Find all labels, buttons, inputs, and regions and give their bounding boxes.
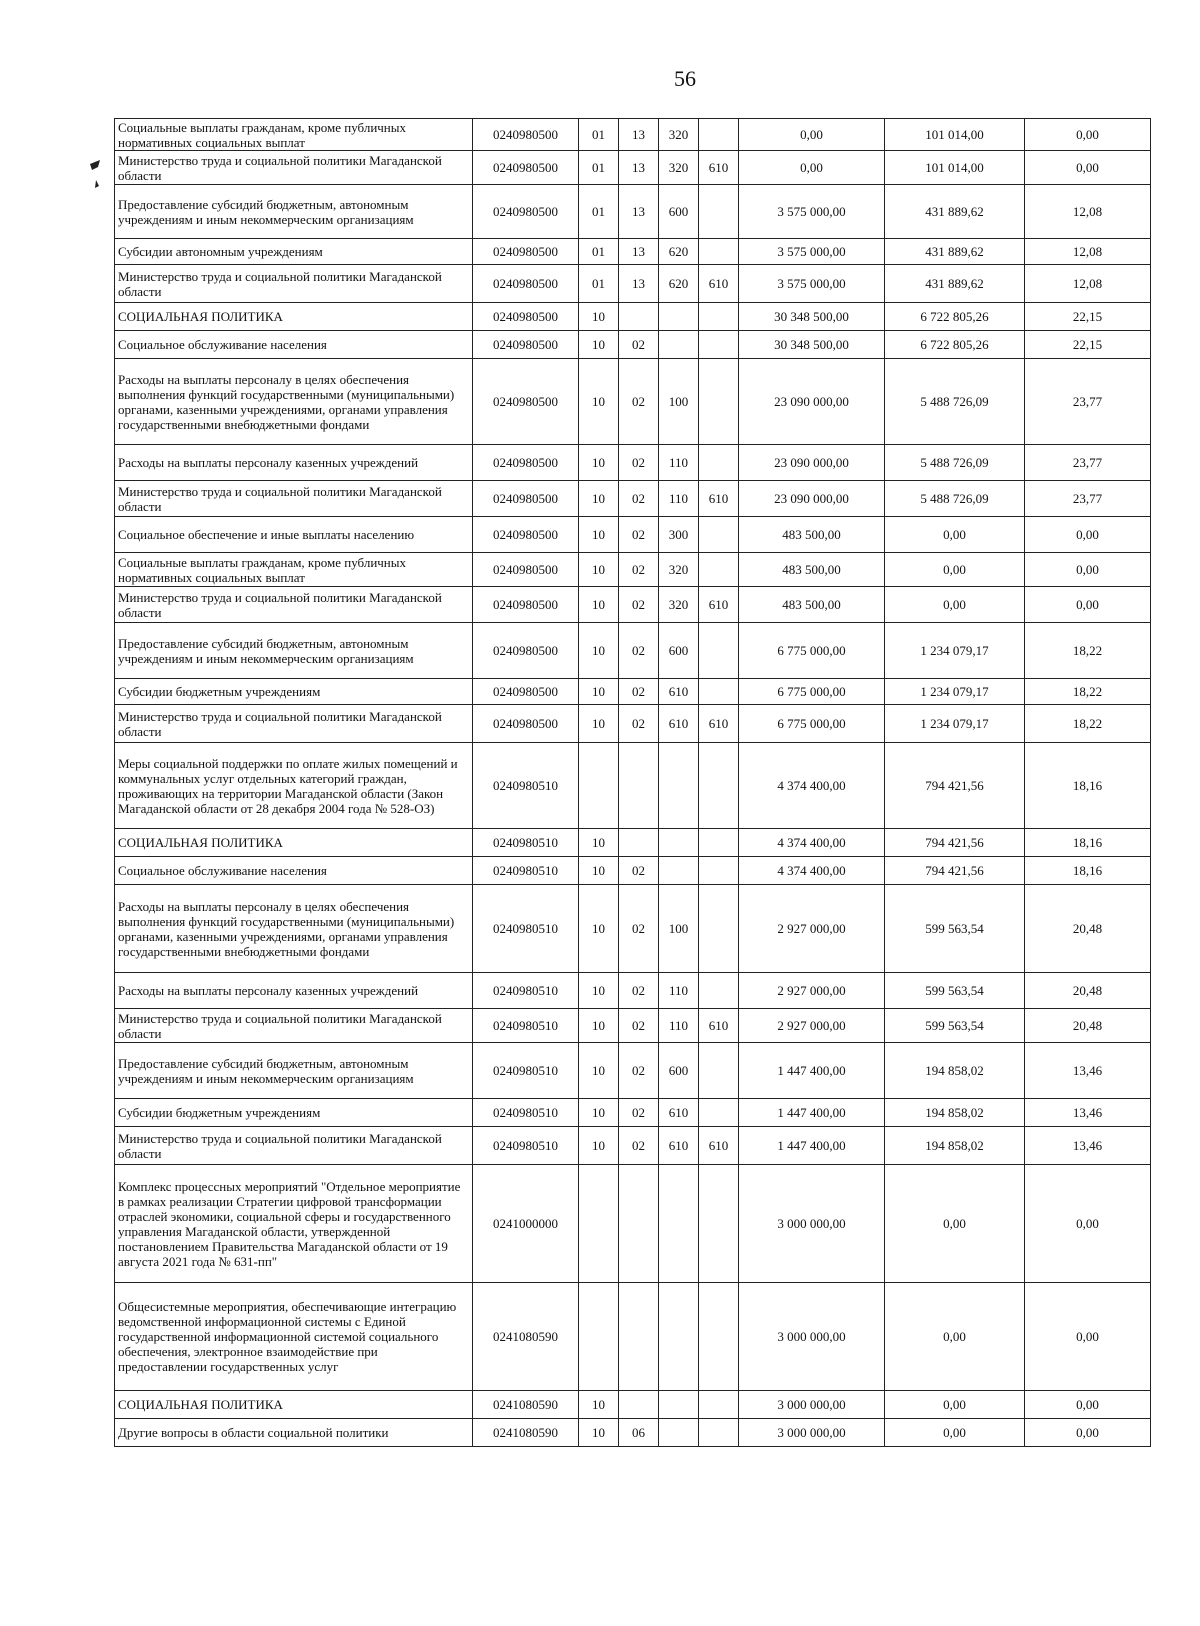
administrator-cell	[699, 303, 739, 331]
administrator-cell	[699, 829, 739, 857]
table-row	[115, 1165, 1151, 1283]
planned-amount-cell: 23 090 000,00	[739, 481, 885, 517]
administrator-cell: 610	[699, 1009, 739, 1043]
administrator-cell	[699, 679, 739, 705]
planned-amount-cell: 2 927 000,00	[739, 973, 885, 1009]
planned-amount-cell: 6 775 000,00	[739, 705, 885, 743]
target-article-cell: 0241080590	[473, 1419, 579, 1447]
subsection-cell: 02	[619, 553, 659, 587]
expense-type-cell: 600	[659, 185, 699, 239]
subsection-cell: 13	[619, 239, 659, 265]
executed-amount-cell: 0,00	[885, 587, 1025, 623]
expense-type-cell	[659, 1283, 699, 1391]
executed-amount-cell: 431 889,62	[885, 265, 1025, 303]
row-name-cell: Социальное обслуживание населения	[115, 331, 473, 359]
section-cell: 10	[579, 331, 619, 359]
planned-amount-cell: 3 000 000,00	[739, 1283, 885, 1391]
administrator-cell	[699, 553, 739, 587]
target-article-cell: 0240980510	[473, 973, 579, 1009]
executed-amount-cell: 0,00	[885, 1165, 1025, 1283]
execution-percent-cell: 0,00	[1025, 1283, 1151, 1391]
expense-type-cell: 320	[659, 119, 699, 151]
subsection-cell: 02	[619, 1099, 659, 1127]
administrator-cell	[699, 623, 739, 679]
administrator-cell	[699, 743, 739, 829]
planned-amount-cell: 6 775 000,00	[739, 679, 885, 705]
section-cell	[579, 1165, 619, 1283]
execution-percent-cell: 23,77	[1025, 359, 1151, 445]
planned-amount-cell: 4 374 400,00	[739, 829, 885, 857]
row-name-cell: Общесистемные мероприятия, обеспечивающие интеграцию ведомственной информационной системы с Единой государственной информационной системой социального обеспечения, электронное взаимодействие при предоставлении государственных услуг	[115, 1283, 473, 1391]
section-cell: 10	[579, 1043, 619, 1099]
target-article-cell: 0240980500	[473, 587, 579, 623]
planned-amount-cell: 30 348 500,00	[739, 303, 885, 331]
target-article-cell: 0240980500	[473, 553, 579, 587]
executed-amount-cell: 1 234 079,17	[885, 679, 1025, 705]
subsection-cell: 13	[619, 151, 659, 185]
planned-amount-cell: 3 575 000,00	[739, 185, 885, 239]
table-row	[115, 705, 1151, 743]
execution-percent-cell: 0,00	[1025, 1419, 1151, 1447]
row-name-cell: Расходы на выплаты персоналу в целях обеспечения выполнения функций государственными (муниципальными) органами, казенными учреждениями, органами управления государственными внебюджетными фондами	[115, 359, 473, 445]
expense-type-cell: 610	[659, 1099, 699, 1127]
table-row	[115, 885, 1151, 973]
section-cell: 10	[579, 445, 619, 481]
executed-amount-cell: 794 421,56	[885, 743, 1025, 829]
executed-amount-cell: 5 488 726,09	[885, 481, 1025, 517]
section-cell: 10	[579, 359, 619, 445]
expense-type-cell: 110	[659, 445, 699, 481]
expense-type-cell	[659, 829, 699, 857]
section-cell: 10	[579, 303, 619, 331]
target-article-cell: 0240980500	[473, 239, 579, 265]
planned-amount-cell: 4 374 400,00	[739, 743, 885, 829]
section-cell: 10	[579, 1009, 619, 1043]
section-cell: 10	[579, 829, 619, 857]
row-name-cell: Комплекс процессных мероприятий "Отдельное мероприятие в рамках реализации Стратегии цифровой трансформации отраслей экономики, социальной сферы и государственного управления Магаданской области, утвержденной постановлением Правительства Магаданской области от 19 августа 2021 года № 631-пп"	[115, 1165, 473, 1283]
expense-type-cell: 100	[659, 885, 699, 973]
subsection-cell: 02	[619, 885, 659, 973]
planned-amount-cell: 30 348 500,00	[739, 331, 885, 359]
planned-amount-cell: 23 090 000,00	[739, 445, 885, 481]
expense-type-cell: 600	[659, 623, 699, 679]
row-name-cell: Министерство труда и социальной политики Магаданской области	[115, 481, 473, 517]
section-cell: 10	[579, 973, 619, 1009]
row-name-cell: Субсидии бюджетным учреждениям	[115, 1099, 473, 1127]
expense-type-cell	[659, 857, 699, 885]
target-article-cell: 0240980510	[473, 829, 579, 857]
table-row	[115, 303, 1151, 331]
planned-amount-cell: 2 927 000,00	[739, 1009, 885, 1043]
administrator-cell	[699, 445, 739, 481]
planned-amount-cell: 3 000 000,00	[739, 1165, 885, 1283]
executed-amount-cell: 101 014,00	[885, 119, 1025, 151]
execution-percent-cell: 18,16	[1025, 829, 1151, 857]
subsection-cell: 13	[619, 119, 659, 151]
executed-amount-cell: 0,00	[885, 553, 1025, 587]
planned-amount-cell: 1 447 400,00	[739, 1043, 885, 1099]
planned-amount-cell: 3 575 000,00	[739, 265, 885, 303]
target-article-cell: 0240980500	[473, 445, 579, 481]
table-row	[115, 265, 1151, 303]
expense-type-cell: 610	[659, 679, 699, 705]
administrator-cell	[699, 185, 739, 239]
executed-amount-cell: 794 421,56	[885, 857, 1025, 885]
target-article-cell: 0240980500	[473, 185, 579, 239]
section-cell: 01	[579, 239, 619, 265]
subsection-cell	[619, 1283, 659, 1391]
table-row	[115, 973, 1151, 1009]
subsection-cell	[619, 303, 659, 331]
administrator-cell	[699, 857, 739, 885]
administrator-cell	[699, 331, 739, 359]
subsection-cell	[619, 829, 659, 857]
row-name-cell: Субсидии автономным учреждениям	[115, 239, 473, 265]
expense-type-cell: 320	[659, 587, 699, 623]
section-cell: 10	[579, 1391, 619, 1419]
expense-type-cell	[659, 331, 699, 359]
section-cell: 01	[579, 119, 619, 151]
expense-type-cell: 610	[659, 705, 699, 743]
section-cell: 10	[579, 553, 619, 587]
subsection-cell: 13	[619, 185, 659, 239]
planned-amount-cell: 6 775 000,00	[739, 623, 885, 679]
administrator-cell	[699, 1165, 739, 1283]
section-cell: 10	[579, 587, 619, 623]
target-article-cell: 0240980500	[473, 303, 579, 331]
expense-type-cell: 320	[659, 553, 699, 587]
table-row	[115, 829, 1151, 857]
executed-amount-cell: 194 858,02	[885, 1043, 1025, 1099]
executed-amount-cell: 0,00	[885, 517, 1025, 553]
executed-amount-cell: 6 722 805,26	[885, 303, 1025, 331]
section-cell: 01	[579, 185, 619, 239]
executed-amount-cell: 431 889,62	[885, 185, 1025, 239]
table-row	[115, 445, 1151, 481]
executed-amount-cell: 0,00	[885, 1391, 1025, 1419]
planned-amount-cell: 483 500,00	[739, 553, 885, 587]
subsection-cell: 02	[619, 1127, 659, 1165]
section-cell	[579, 1283, 619, 1391]
table-row	[115, 1419, 1151, 1447]
planned-amount-cell: 3 000 000,00	[739, 1419, 885, 1447]
table-row	[115, 1043, 1151, 1099]
subsection-cell	[619, 1165, 659, 1283]
executed-amount-cell: 6 722 805,26	[885, 331, 1025, 359]
table-row	[115, 857, 1151, 885]
row-name-cell: Министерство труда и социальной политики Магаданской области	[115, 1127, 473, 1165]
planned-amount-cell: 2 927 000,00	[739, 885, 885, 973]
executed-amount-cell: 194 858,02	[885, 1127, 1025, 1165]
execution-percent-cell: 13,46	[1025, 1127, 1151, 1165]
planned-amount-cell: 23 090 000,00	[739, 359, 885, 445]
table-row	[115, 743, 1151, 829]
planned-amount-cell: 0,00	[739, 151, 885, 185]
executed-amount-cell: 5 488 726,09	[885, 445, 1025, 481]
execution-percent-cell: 0,00	[1025, 119, 1151, 151]
row-name-cell: Предоставление субсидий бюджетным, автономным учреждениям и иным некоммерческим организациям	[115, 1043, 473, 1099]
section-cell: 10	[579, 1419, 619, 1447]
expense-type-cell: 620	[659, 265, 699, 303]
subsection-cell: 06	[619, 1419, 659, 1447]
table-row	[115, 481, 1151, 517]
expense-type-cell	[659, 303, 699, 331]
expense-type-cell: 610	[659, 1127, 699, 1165]
administrator-cell: 610	[699, 481, 739, 517]
target-article-cell: 0240980500	[473, 151, 579, 185]
section-cell: 10	[579, 705, 619, 743]
expense-type-cell	[659, 1391, 699, 1419]
administrator-cell	[699, 1283, 739, 1391]
target-article-cell: 0240980500	[473, 679, 579, 705]
planned-amount-cell: 483 500,00	[739, 517, 885, 553]
execution-percent-cell: 20,48	[1025, 885, 1151, 973]
expense-type-cell: 100	[659, 359, 699, 445]
table-row	[115, 623, 1151, 679]
execution-percent-cell: 20,48	[1025, 973, 1151, 1009]
table-row	[115, 119, 1151, 151]
target-article-cell: 0241080590	[473, 1391, 579, 1419]
execution-percent-cell: 0,00	[1025, 1165, 1151, 1283]
page-number: 56	[674, 66, 696, 91]
table-row	[115, 1283, 1151, 1391]
row-name-cell: Социальные выплаты гражданам, кроме публичных нормативных социальных выплат	[115, 553, 473, 587]
table-row	[115, 1391, 1151, 1419]
executed-amount-cell: 0,00	[885, 1283, 1025, 1391]
administrator-cell	[699, 119, 739, 151]
section-cell: 10	[579, 623, 619, 679]
execution-percent-cell: 22,15	[1025, 331, 1151, 359]
administrator-cell	[699, 239, 739, 265]
table-row	[115, 1127, 1151, 1165]
execution-percent-cell: 23,77	[1025, 481, 1151, 517]
execution-percent-cell: 12,08	[1025, 185, 1151, 239]
target-article-cell: 0240980510	[473, 1127, 579, 1165]
subsection-cell: 02	[619, 359, 659, 445]
administrator-cell	[699, 1391, 739, 1419]
row-name-cell: Расходы на выплаты персоналу в целях обеспечения выполнения функций государственными (муниципальными) органами, казенными учреждениями, органами управления государственными внебюджетными фондами	[115, 885, 473, 973]
target-article-cell: 0240980510	[473, 743, 579, 829]
executed-amount-cell: 0,00	[885, 1419, 1025, 1447]
subsection-cell: 02	[619, 1043, 659, 1099]
target-article-cell: 0240980510	[473, 1099, 579, 1127]
row-name-cell: Министерство труда и социальной политики Магаданской области	[115, 705, 473, 743]
margin-scan-marks	[86, 158, 104, 198]
planned-amount-cell: 4 374 400,00	[739, 857, 885, 885]
row-name-cell: Предоставление субсидий бюджетным, автономным учреждениям и иным некоммерческим организациям	[115, 623, 473, 679]
table-row	[115, 185, 1151, 239]
target-article-cell: 0240980500	[473, 705, 579, 743]
budget-execution-table	[114, 118, 1151, 1447]
table-row	[115, 331, 1151, 359]
administrator-cell	[699, 1419, 739, 1447]
expense-type-cell: 620	[659, 239, 699, 265]
execution-percent-cell: 13,46	[1025, 1043, 1151, 1099]
target-article-cell: 0240980510	[473, 885, 579, 973]
target-article-cell: 0240980510	[473, 857, 579, 885]
execution-percent-cell: 18,22	[1025, 679, 1151, 705]
section-cell: 10	[579, 857, 619, 885]
execution-percent-cell: 12,08	[1025, 239, 1151, 265]
row-name-cell: Предоставление субсидий бюджетным, автономным учреждениям и иным некоммерческим организациям	[115, 185, 473, 239]
row-name-cell: Министерство труда и социальной политики Магаданской области	[115, 265, 473, 303]
expense-type-cell: 600	[659, 1043, 699, 1099]
expense-type-cell: 300	[659, 517, 699, 553]
subsection-cell: 02	[619, 857, 659, 885]
target-article-cell: 0240980500	[473, 517, 579, 553]
executed-amount-cell: 1 234 079,17	[885, 623, 1025, 679]
subsection-cell: 02	[619, 481, 659, 517]
row-name-cell: Расходы на выплаты персоналу казенных учреждений	[115, 445, 473, 481]
subsection-cell: 02	[619, 331, 659, 359]
execution-percent-cell: 12,08	[1025, 265, 1151, 303]
administrator-cell	[699, 359, 739, 445]
table-row	[115, 151, 1151, 185]
execution-percent-cell: 18,22	[1025, 623, 1151, 679]
target-article-cell: 0240980510	[473, 1009, 579, 1043]
execution-percent-cell: 18,22	[1025, 705, 1151, 743]
section-cell: 10	[579, 1099, 619, 1127]
row-name-cell: Расходы на выплаты персоналу казенных учреждений	[115, 973, 473, 1009]
row-name-cell: Социальное обслуживание населения	[115, 857, 473, 885]
execution-percent-cell: 0,00	[1025, 517, 1151, 553]
expense-type-cell: 110	[659, 973, 699, 1009]
target-article-cell: 0240980500	[473, 623, 579, 679]
expense-type-cell	[659, 1419, 699, 1447]
executed-amount-cell: 599 563,54	[885, 885, 1025, 973]
target-article-cell: 0240980510	[473, 1043, 579, 1099]
subsection-cell: 13	[619, 265, 659, 303]
target-article-cell: 0240980500	[473, 119, 579, 151]
executed-amount-cell: 194 858,02	[885, 1099, 1025, 1127]
subsection-cell: 02	[619, 587, 659, 623]
administrator-cell	[699, 973, 739, 1009]
planned-amount-cell: 0,00	[739, 119, 885, 151]
row-name-cell: Другие вопросы в области социальной политики	[115, 1419, 473, 1447]
table-row	[115, 239, 1151, 265]
administrator-cell	[699, 1099, 739, 1127]
execution-percent-cell: 23,77	[1025, 445, 1151, 481]
subsection-cell	[619, 743, 659, 829]
expense-type-cell: 110	[659, 481, 699, 517]
administrator-cell	[699, 885, 739, 973]
expense-type-cell	[659, 1165, 699, 1283]
administrator-cell: 610	[699, 265, 739, 303]
target-article-cell: 0240980500	[473, 331, 579, 359]
execution-percent-cell: 18,16	[1025, 857, 1151, 885]
executed-amount-cell: 794 421,56	[885, 829, 1025, 857]
administrator-cell: 610	[699, 151, 739, 185]
table-body	[115, 119, 1151, 1447]
section-cell: 10	[579, 679, 619, 705]
execution-percent-cell: 0,00	[1025, 587, 1151, 623]
planned-amount-cell: 1 447 400,00	[739, 1127, 885, 1165]
execution-percent-cell: 18,16	[1025, 743, 1151, 829]
section-cell: 10	[579, 517, 619, 553]
subsection-cell: 02	[619, 445, 659, 481]
execution-percent-cell: 22,15	[1025, 303, 1151, 331]
subsection-cell: 02	[619, 973, 659, 1009]
execution-percent-cell: 13,46	[1025, 1099, 1151, 1127]
table-row	[115, 359, 1151, 445]
execution-percent-cell: 0,00	[1025, 553, 1151, 587]
section-cell	[579, 743, 619, 829]
execution-percent-cell: 0,00	[1025, 151, 1151, 185]
subsection-cell: 02	[619, 623, 659, 679]
row-name-cell: Министерство труда и социальной политики Магаданской области	[115, 151, 473, 185]
table-row	[115, 1099, 1151, 1127]
planned-amount-cell: 3 000 000,00	[739, 1391, 885, 1419]
section-cell: 01	[579, 151, 619, 185]
subsection-cell	[619, 1391, 659, 1419]
table-row	[115, 517, 1151, 553]
section-cell: 01	[579, 265, 619, 303]
administrator-cell: 610	[699, 587, 739, 623]
expense-type-cell	[659, 743, 699, 829]
executed-amount-cell: 101 014,00	[885, 151, 1025, 185]
section-cell: 10	[579, 481, 619, 517]
administrator-cell	[699, 1043, 739, 1099]
section-cell: 10	[579, 1127, 619, 1165]
row-name-cell: Социальные выплаты гражданам, кроме публичных нормативных социальных выплат	[115, 119, 473, 151]
table-row	[115, 679, 1151, 705]
expense-type-cell: 110	[659, 1009, 699, 1043]
table-row	[115, 553, 1151, 587]
row-name-cell: Меры социальной поддержки по оплате жилых помещений и коммунальных услуг отдельных категорий граждан, проживающих на территории Магаданской области (Закон Магаданской области от 28 декабря 2004 года № 528-ОЗ)	[115, 743, 473, 829]
target-article-cell: 0240980500	[473, 265, 579, 303]
executed-amount-cell: 599 563,54	[885, 973, 1025, 1009]
target-article-cell: 0240980500	[473, 359, 579, 445]
row-name-cell: СОЦИАЛЬНАЯ ПОЛИТИКА	[115, 829, 473, 857]
execution-percent-cell: 0,00	[1025, 1391, 1151, 1419]
expense-type-cell: 320	[659, 151, 699, 185]
row-name-cell: СОЦИАЛЬНАЯ ПОЛИТИКА	[115, 1391, 473, 1419]
target-article-cell: 0241080590	[473, 1283, 579, 1391]
administrator-cell: 610	[699, 705, 739, 743]
row-name-cell: Министерство труда и социальной политики Магаданской области	[115, 587, 473, 623]
execution-percent-cell: 20,48	[1025, 1009, 1151, 1043]
subsection-cell: 02	[619, 517, 659, 553]
administrator-cell	[699, 517, 739, 553]
table-row	[115, 1009, 1151, 1043]
row-name-cell: Субсидии бюджетным учреждениям	[115, 679, 473, 705]
executed-amount-cell: 5 488 726,09	[885, 359, 1025, 445]
executed-amount-cell: 1 234 079,17	[885, 705, 1025, 743]
planned-amount-cell: 3 575 000,00	[739, 239, 885, 265]
administrator-cell: 610	[699, 1127, 739, 1165]
subsection-cell: 02	[619, 679, 659, 705]
target-article-cell: 0241000000	[473, 1165, 579, 1283]
subsection-cell: 02	[619, 1009, 659, 1043]
planned-amount-cell: 483 500,00	[739, 587, 885, 623]
table-row	[115, 587, 1151, 623]
executed-amount-cell: 599 563,54	[885, 1009, 1025, 1043]
row-name-cell: Социальное обеспечение и иные выплаты населению	[115, 517, 473, 553]
section-cell: 10	[579, 885, 619, 973]
row-name-cell: СОЦИАЛЬНАЯ ПОЛИТИКА	[115, 303, 473, 331]
row-name-cell: Министерство труда и социальной политики Магаданской области	[115, 1009, 473, 1043]
subsection-cell: 02	[619, 705, 659, 743]
target-article-cell: 0240980500	[473, 481, 579, 517]
executed-amount-cell: 431 889,62	[885, 239, 1025, 265]
planned-amount-cell: 1 447 400,00	[739, 1099, 885, 1127]
